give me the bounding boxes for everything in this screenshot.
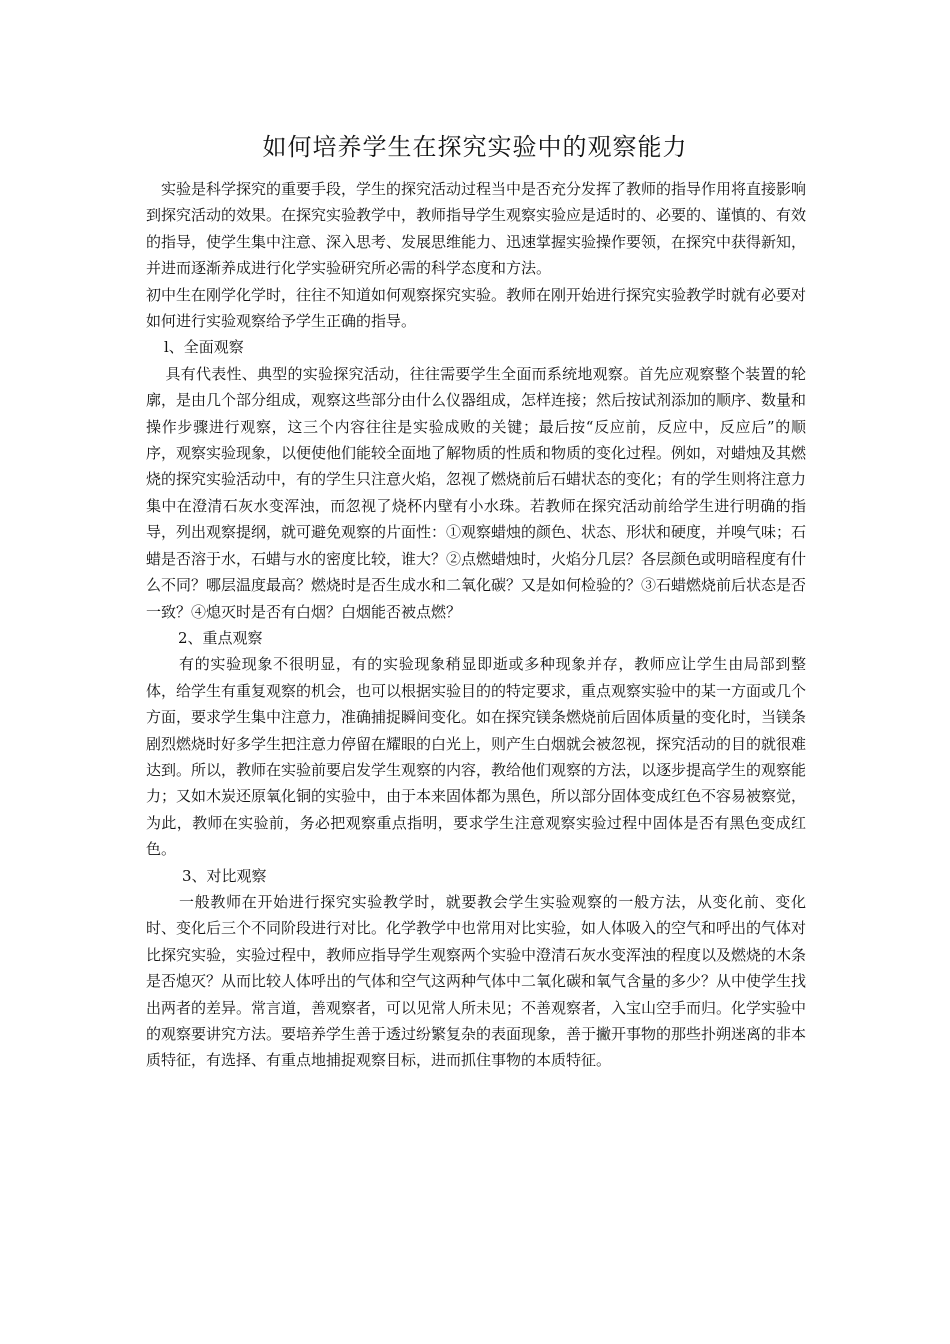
document-title: 如何培养学生在探究实验中的观察能力 bbox=[262, 133, 688, 161]
intro-paragraph: 实验是科学探究的重要手段，学生的探究活动过程当中是否充分发挥了教师的指导作用将直接影响到探究活动的效果。在探究实验教学中，教师指导学生观察实验应是适时的、必要的、谨慎的、有效的指导，使学生集中注意、深入思考、发展思维能力、迅速掌握实验操作要领，在探究中获得新知，并进而逐渐养成进行化学实验研究所必需的科学态度和方法。 bbox=[146, 180, 807, 278]
section-heading: 2、重点观察 bbox=[178, 628, 263, 647]
document-body bbox=[146, 176, 806, 1074]
section-heading: l、全面观察 bbox=[164, 338, 244, 357]
intro-paragraph: 初中生在刚学化学时，往往不知道如何观察探究实验。教师在刚开始进行探究实验教学时就有必要对如何进行实验观察给予学生正确的指导。 bbox=[146, 285, 807, 331]
section-paragraph: 一般教师在开始进行探究实验教学时，就要教会学生实验观察的一般方法，从变化前、变化时、变化后三个不同阶段进行对比。化学教学中也常用对比实验，如人体吸入的空气和呼出的气体对比探究实验，实验过程中，教师应指导学生观察两个实验中澄清石灰水变浑浊的程度以及燃烧的木条是否熄灭？从而比较人体呼出的气体和空气这两种气体中二氧化碳和氧气含量的多少？从中使学生找出两者的差异。常言道，善观察者，可以见常人所未见；不善观察者，入宝山空手而归。化学实验中的观察要讲究方法。要培养学生善于透过纷繁复杂的表面现象，善于撇开事物的那些扑朔迷离的非本质特征，有选择、有重点地捕捉观察目标，进而抓住事物的本质特征。 bbox=[146, 892, 807, 1070]
section-paragraph: 具有代表性、典型的实验探究活动，往往需要学生全面而系统地观察。首先应观察整个装置的轮廓，是由几个部分组成，观察这些部分由什么仪器组成，怎样连接；然后按试剂添加的顺序、数量和操作步骤进行观察，这三个内容往往是实验成败的关键；最后按“反应前，反应中，反应后”的顺序，观察实验现象，以便使他们能较全面地了解物质的性质和物质的变化过程。例如，对蜡烛及其燃烧的探究实验活动中，有的学生只注意火焰，忽视了燃烧前后石蜡状态的变化；有的学生则将注意力集中在澄清石灰水变浑浊，而忽视了烧杯内壁有小水珠。若教师在探究活动前给学生进行明确的指导，列出观察提纲，就可避免观察的片面性：①观察蜡烛的颜色、状态、形状和硬度，并嗅气味；石蜡是否溶于水，石蜡与水的密度比较，谁大？②点燃蜡烛时，火焰分几层？各层颜色或明暗程度有什么不同？哪层温度最高？燃烧时是否生成水和二氧化碳？又是如何检验的？③石蜡燃烧前后状态是否一致？④熄灭时是否有白烟？白烟能否被点燃？ bbox=[146, 364, 807, 621]
section-paragraph: 有的实验现象不很明显，有的实验现象稍显即逝或多种现象并存，教师应让学生由局部到整体，给学生有重复观察的机会，也可以根据实验目的的特定要求，重点观察实验中的某一方面或几个方面，要求学生集中注意力，准确捕捉瞬间变化。如在探究镁条燃烧前后固体质量的变化时，当镁条剧烈燃烧时好多学生把注意力停留在耀眼的白光上，则产生白烟就会被忽视，探究活动的目的就很难达到。所以，教师在实验前要启发学生观察的内容，教给他们观察的方法，以逐步提高学生的观察能力；又如木炭还原氧化铜的实验中，由于本来固体都为黑色，所以部分固体变成红色不容易被察觉，为此，教师在实验前，务必把观察重点指明，要求学生注意观察实验过程中固体是否有黑色变成红色。 bbox=[146, 655, 807, 859]
section-heading: 3、对比观察 bbox=[182, 866, 267, 885]
